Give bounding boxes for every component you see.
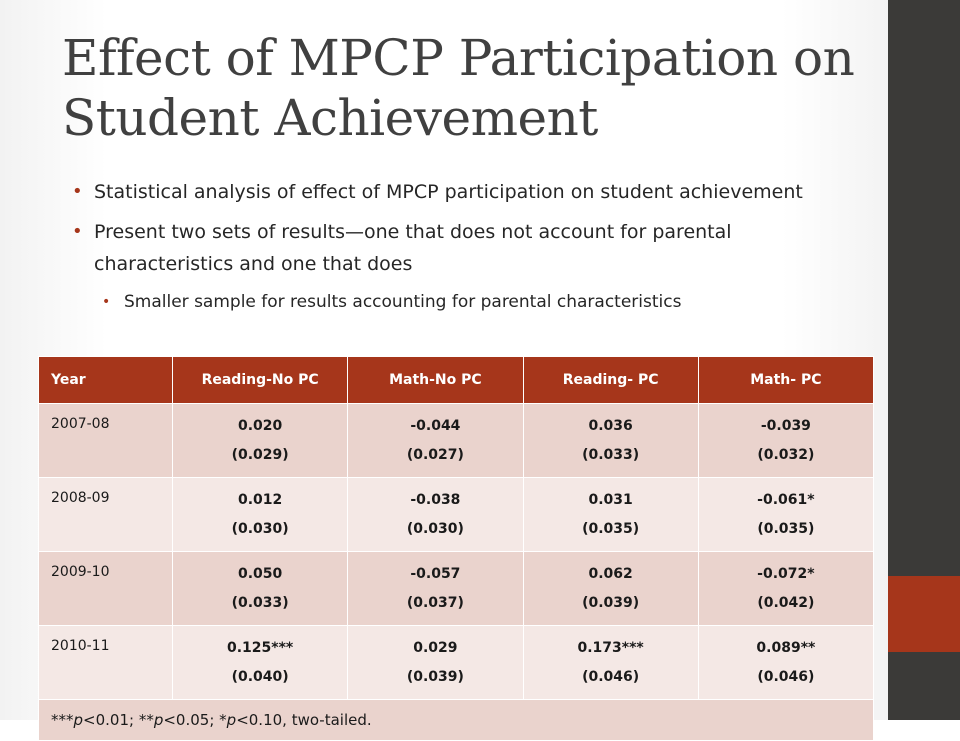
coefficient: 0.089** bbox=[756, 639, 816, 656]
coefficient: 0.036 bbox=[588, 417, 633, 434]
standard-error: (0.039) bbox=[406, 668, 464, 685]
estimate-cell bbox=[523, 552, 698, 626]
year-cell: 2008-09 bbox=[39, 478, 173, 552]
significance-footnote bbox=[39, 700, 874, 741]
estimate-cell bbox=[698, 626, 873, 700]
sub-bullet-item: • Smaller sample for results accounting for parental characteristics bbox=[102, 288, 862, 316]
standard-error: (0.030) bbox=[231, 520, 289, 537]
standard-error: (0.040) bbox=[231, 668, 289, 685]
estimate-cell bbox=[523, 404, 698, 478]
estimate-cell bbox=[348, 552, 523, 626]
column-header-year: Year bbox=[39, 357, 173, 404]
column-header-math-no-pc: Math-No PC bbox=[348, 357, 523, 404]
estimate-cell bbox=[173, 478, 348, 552]
coefficient: -0.061* bbox=[757, 491, 815, 508]
table-row bbox=[39, 552, 874, 626]
standard-error: (0.037) bbox=[406, 594, 464, 611]
table-row bbox=[39, 478, 874, 552]
estimate-cell bbox=[698, 552, 873, 626]
footnote-text: <0.10, two-tailed. bbox=[236, 710, 372, 729]
coefficient: 0.031 bbox=[588, 491, 633, 508]
table-row bbox=[39, 404, 874, 478]
standard-error: (0.042) bbox=[757, 594, 815, 611]
estimate-cell bbox=[523, 478, 698, 552]
coefficient: 0.062 bbox=[588, 565, 633, 582]
coefficient: 0.029 bbox=[413, 639, 458, 656]
standard-error: (0.035) bbox=[757, 520, 815, 537]
estimate-cell bbox=[698, 478, 873, 552]
standard-error: (0.035) bbox=[582, 520, 640, 537]
bullet-item: • Statistical analysis of effect of MPCP participation on student achievement bbox=[72, 176, 862, 208]
estimate-cell bbox=[348, 404, 523, 478]
estimate-cell bbox=[348, 626, 523, 700]
footnote-p: p bbox=[153, 710, 164, 729]
estimate-cell bbox=[173, 626, 348, 700]
decorative-accent-block bbox=[888, 576, 960, 652]
coefficient: 0.173*** bbox=[577, 639, 644, 656]
footnote-p: p bbox=[73, 710, 84, 729]
coefficient: 0.012 bbox=[237, 491, 283, 508]
slide-title: Effect of MPCP Participation on Student Achievement bbox=[62, 29, 855, 147]
results-table bbox=[38, 356, 874, 741]
coefficient: -0.038 bbox=[410, 491, 461, 508]
estimate-cell bbox=[523, 626, 698, 700]
coefficient: -0.057 bbox=[410, 565, 461, 582]
standard-error: (0.046) bbox=[757, 668, 815, 685]
bullet-list bbox=[72, 176, 862, 316]
coefficient: -0.044 bbox=[410, 417, 461, 434]
estimate-cell bbox=[698, 404, 873, 478]
footnote-text: *** bbox=[51, 710, 74, 729]
year-cell: 2007-08 bbox=[39, 404, 173, 478]
standard-error: (0.046) bbox=[582, 668, 640, 685]
footnote-text: <0.05; * bbox=[163, 710, 227, 729]
footnote-text: <0.01; ** bbox=[83, 710, 154, 729]
coefficient: 0.125*** bbox=[227, 639, 294, 656]
estimate-cell bbox=[173, 404, 348, 478]
column-header-reading-pc: Reading- PC bbox=[523, 357, 698, 404]
standard-error: (0.033) bbox=[231, 594, 289, 611]
standard-error: (0.039) bbox=[582, 594, 640, 611]
year-cell: 2010-11 bbox=[39, 626, 173, 700]
table-footnote-row bbox=[39, 700, 874, 741]
table-row bbox=[39, 626, 874, 700]
footnote-p: p bbox=[226, 710, 237, 729]
coefficient: -0.072* bbox=[757, 565, 815, 582]
standard-error: (0.033) bbox=[582, 446, 640, 463]
standard-error: (0.030) bbox=[406, 520, 464, 537]
column-header-reading-no-pc: Reading-No PC bbox=[173, 357, 348, 404]
table-header-row bbox=[39, 357, 874, 404]
year-cell: 2009-10 bbox=[39, 552, 173, 626]
estimate-cell bbox=[173, 552, 348, 626]
coefficient: 0.020 bbox=[237, 417, 283, 434]
standard-error: (0.027) bbox=[406, 446, 464, 463]
coefficient: -0.039 bbox=[760, 417, 811, 434]
bullet-item: • Present two sets of results—one that does not account for parental characteristics and one that does bbox=[72, 216, 862, 280]
column-header-math-pc: Math- PC bbox=[698, 357, 873, 404]
coefficient: 0.050 bbox=[237, 565, 283, 582]
estimate-cell bbox=[348, 478, 523, 552]
standard-error: (0.029) bbox=[231, 446, 289, 463]
standard-error: (0.032) bbox=[757, 446, 815, 463]
